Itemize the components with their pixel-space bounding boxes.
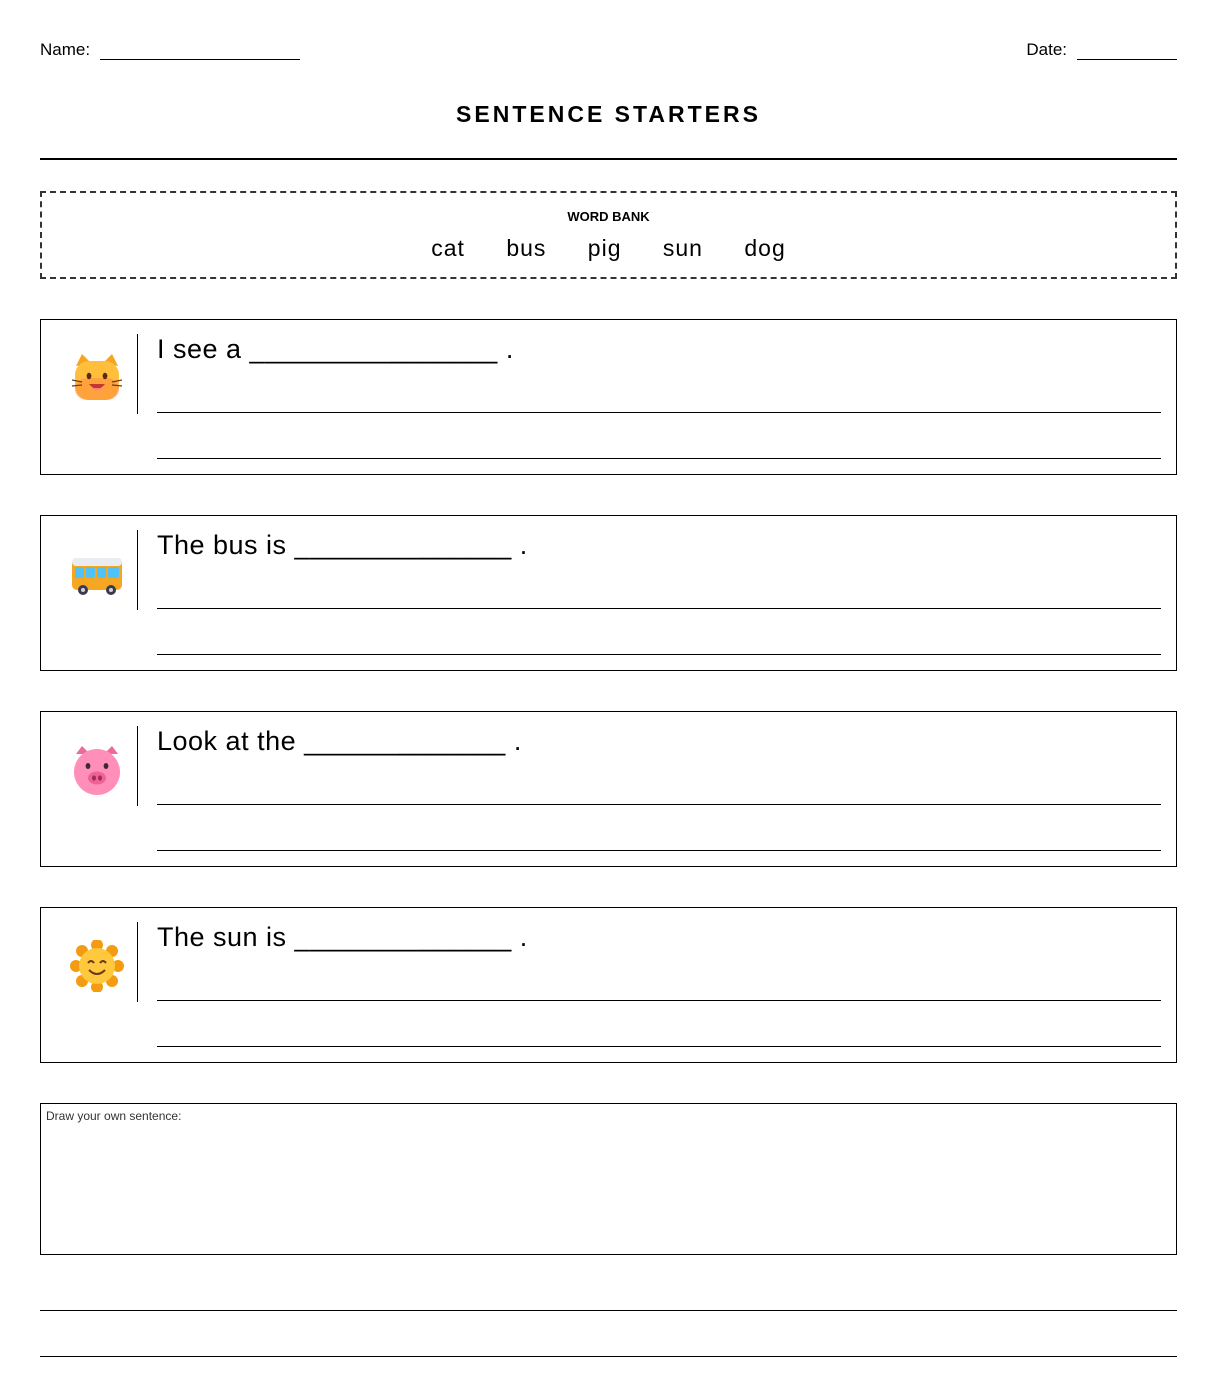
sentence-prompt: Look at the _____________ . [157,726,522,756]
draw-area[interactable] [40,1103,1177,1255]
title-divider [40,158,1177,160]
date-label: Date: [1026,40,1067,59]
bus-icon [70,548,124,600]
date-line[interactable] [1077,44,1177,60]
word-bank-word: bus [506,235,547,261]
writing-line[interactable] [157,458,1161,459]
writing-line[interactable] [157,1000,1161,1001]
word-bank-title: WORD BANK [567,209,650,224]
word-bank-word: sun [662,235,703,261]
sentence-prompt: I see a ________________ . [157,334,514,364]
sentence-prompt: The bus is ______________ . [157,530,528,560]
bottom-writing-line[interactable] [40,1356,1177,1357]
icon-column [55,334,138,414]
word-bank [40,191,1177,279]
sentence-card-bus [40,515,1177,671]
sentence-prompt: The sun is ______________ . [157,922,528,952]
writing-line[interactable] [157,850,1161,851]
writing-line[interactable] [157,608,1161,609]
bottom-writing-line[interactable] [40,1310,1177,1311]
name-label: Name: [40,40,91,59]
name-line[interactable] [100,44,300,60]
writing-line[interactable] [157,654,1161,655]
word-bank-word: cat [431,235,465,261]
icon-column [55,530,138,610]
pig-face-icon [70,744,124,796]
word-bank-word: dog [744,235,786,261]
word-bank-words [42,235,1175,262]
draw-area-label: Draw your own sentence: [46,1109,182,1123]
writing-line[interactable] [157,804,1161,805]
cat-face-icon [70,352,124,404]
writing-line[interactable] [157,1046,1161,1047]
name-field [40,40,300,60]
icon-column [55,922,138,1002]
sun-face-icon [70,940,124,992]
icon-column [55,726,138,806]
date-field [1026,40,1177,60]
header [40,40,1177,60]
sentence-card-sun [40,907,1177,1063]
writing-line[interactable] [157,412,1161,413]
sentence-card-pig [40,711,1177,867]
page-title: SENTENCE STARTERS [456,101,761,127]
word-bank-word: pig [587,235,622,261]
sentence-card-cat [40,319,1177,475]
